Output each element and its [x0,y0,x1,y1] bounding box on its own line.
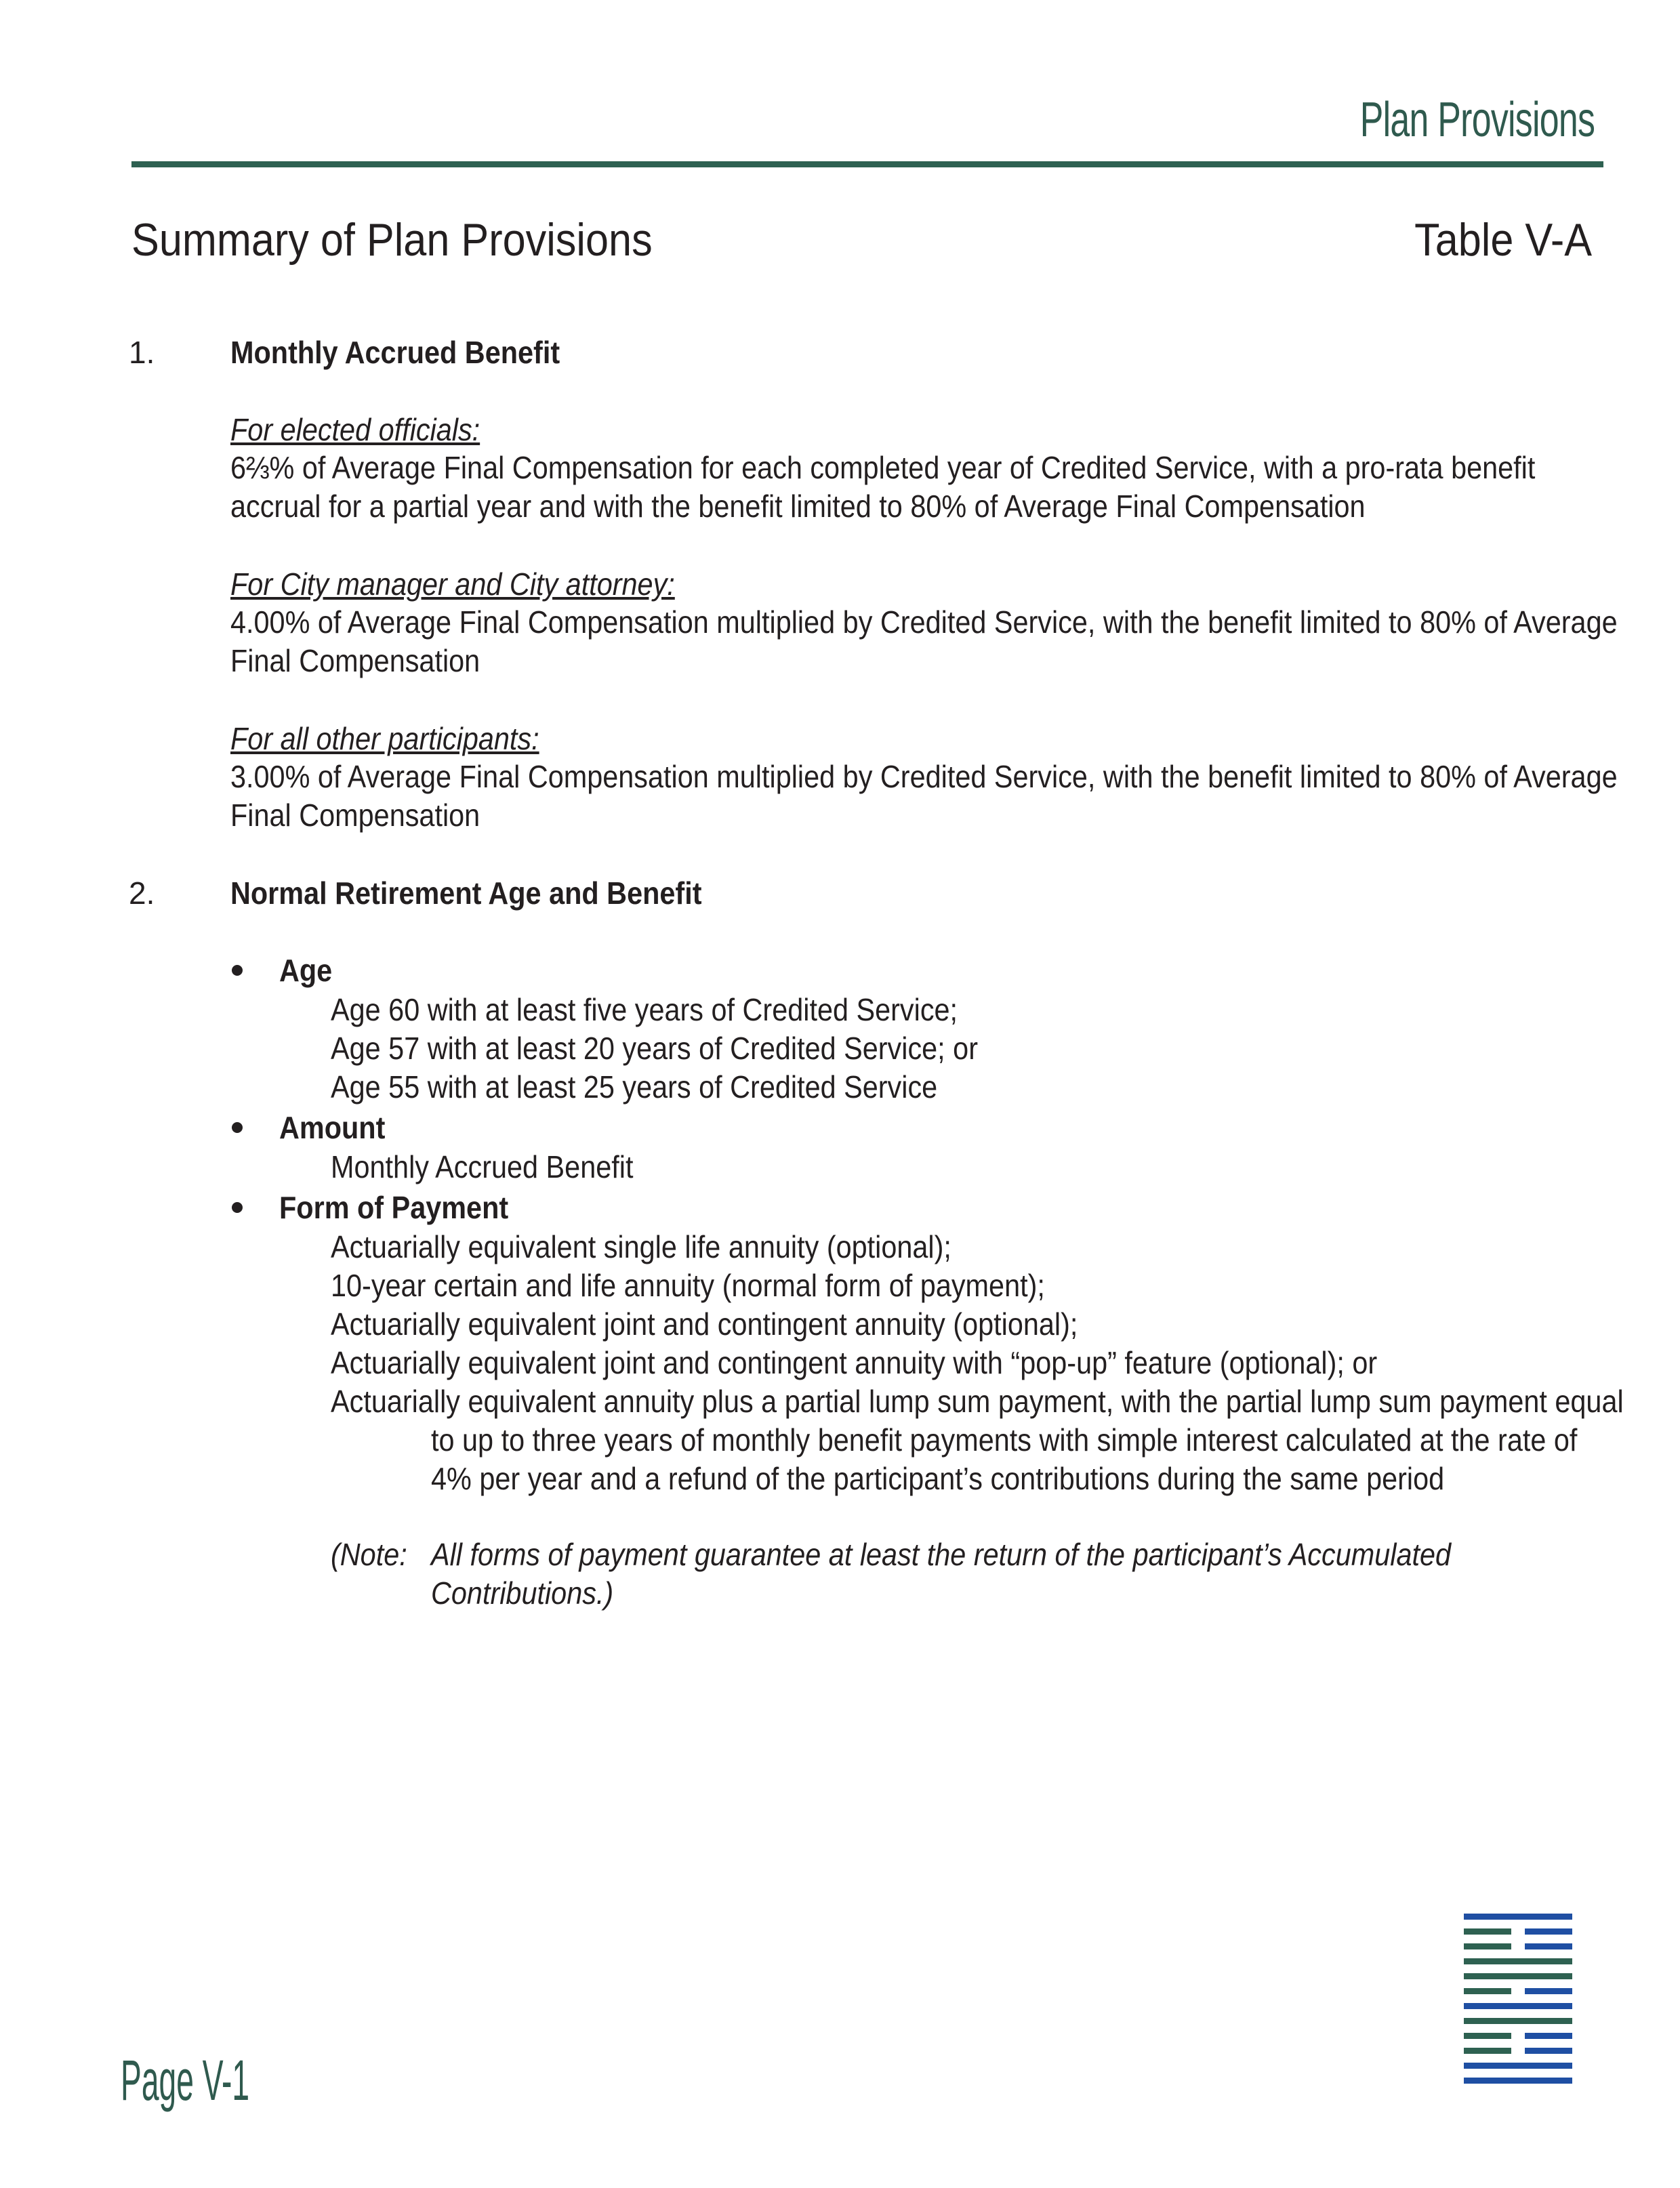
text-line: 3.00% of Average Final Compensation multiplied by Credited Service, with the benefit limited to 80% of Average [230,759,1618,794]
page-number: Page V-1 [121,2048,250,2112]
table-id: Table V-A [1414,214,1592,266]
group-text [230,603,1618,680]
bullet-icon [232,965,243,976]
text-line: 4.00% of Average Final Compensation multiplied by Credited Service, with the benefit limited to 80% of Average [230,604,1618,640]
item-heading: Monthly Accrued Benefit [230,335,560,370]
logo-stripes [1464,1914,1572,2084]
bullet-icon [232,1122,243,1133]
group-label: For all other participants: [230,721,539,756]
text-line: Monthly Accrued Benefit [331,1149,634,1184]
text-line: Age 57 with at least 20 years of Credited Service; or [331,1031,978,1066]
text-line: Age 55 with at least 25 years of Credited Service [331,1069,938,1105]
item-heading: Normal Retirement Age and Benefit [230,875,702,911]
text-line: to up to three years of monthly benefit payments with simple interest calculated at the rate of [431,1422,1578,1458]
text-line: accrual for a partial year and with the benefit limited to 80% of Average Final Compensation [230,489,1366,524]
section-title: Plan Provisions [1359,93,1595,147]
text-line: Final Compensation [230,643,480,678]
text-line: Actuarially equivalent joint and contingent annuity (optional); [331,1306,1078,1342]
note-text: Contributions.) [431,1575,614,1611]
page-title: Summary of Plan Provisions [131,214,653,266]
item-number: 2. [129,875,155,911]
group-text [230,449,1601,526]
bullet-label: Amount [279,1110,386,1145]
striped-s-logo-icon [1457,1911,1579,2094]
group-text [230,758,1618,835]
group-label: For elected officials: [230,412,480,447]
bullet-icon [232,1202,243,1213]
header-rule [131,161,1603,167]
text-line: 6⅔% of Average Final Compensation for each completed year of Credited Service, with a pro-rata benefit [230,450,1536,485]
bullet-label: Age [279,953,333,988]
item-number: 1. [129,335,155,370]
text-line: Final Compensation [230,798,480,833]
note-prefix: (Note: [331,1537,407,1572]
text-line: Actuarially equivalent annuity plus a partial lump sum payment, with the partial lump sum payment equal [331,1384,1624,1419]
text-line: Actuarially equivalent single life annuity (optional); [331,1229,951,1264]
text-line: 10-year certain and life annuity (normal form of payment); [331,1268,1045,1303]
bullet-label: Form of Payment [279,1190,509,1225]
group-label: For City manager and City attorney: [230,566,675,602]
text-line: Actuarially equivalent joint and contingent annuity with “pop-up” feature (optional); or [331,1345,1378,1380]
text-line: Age 60 with at least five years of Credited Service; [331,992,958,1027]
note-text: All forms of payment guarantee at least the return of the participant’s Accumulated [431,1537,1452,1572]
text-line: 4% per year and a refund of the participant’s contributions during the same period [431,1461,1445,1496]
